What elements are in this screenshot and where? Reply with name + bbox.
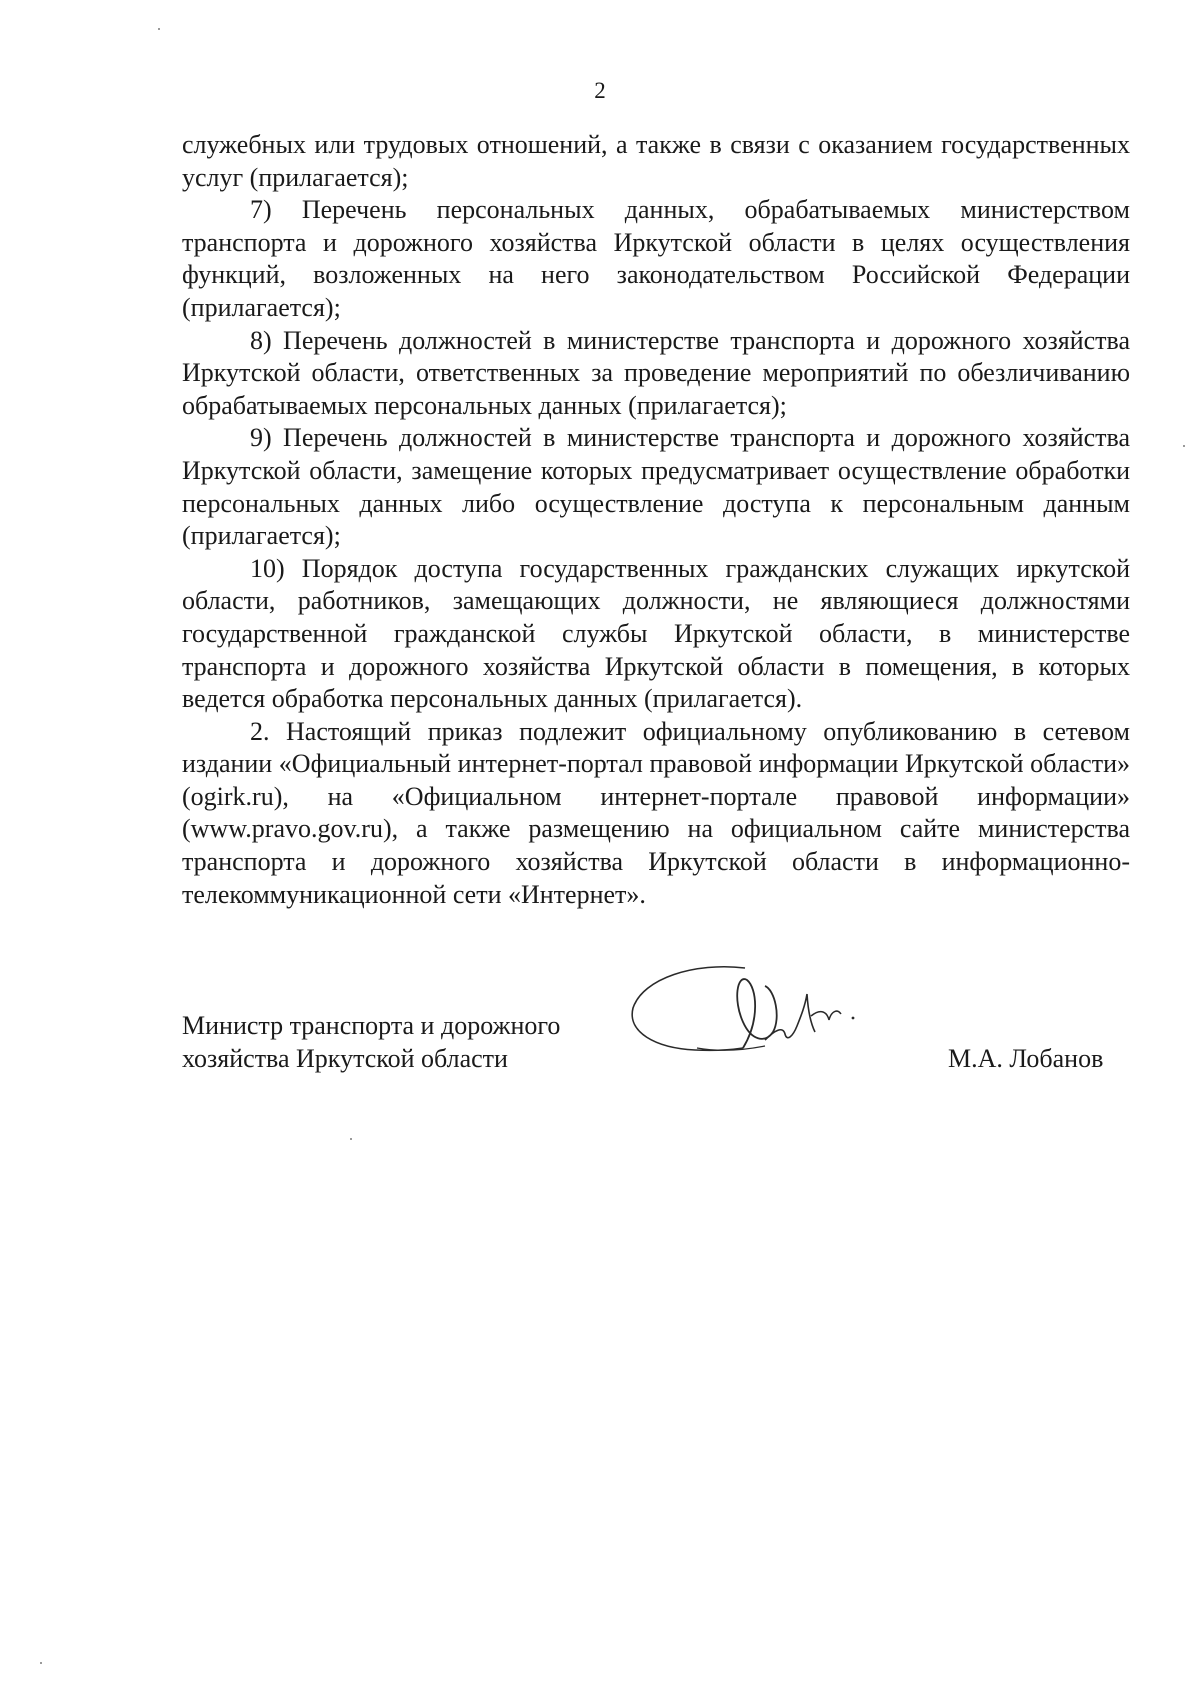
paragraph: служебных или трудовых отношений, а также в связи с оказанием государственных услуг (прилагается); xyxy=(182,130,1130,192)
paragraph: 8) Перечень должностей в министерстве транспорта и дорожного хозяйства Иркутской области, ответственных за проведение мероприятий по обезличиванию обрабатываемых персональных данных (прилагается); xyxy=(182,325,1130,420)
scan-speck xyxy=(40,1662,42,1664)
signatory-position-line: Министр транспорта и дорожного xyxy=(182,1011,561,1040)
handwritten-signature xyxy=(625,960,890,1075)
scan-speck xyxy=(158,28,160,30)
page-number: 2 xyxy=(594,78,606,103)
paragraph: 10) Порядок доступа государственных гражданских служащих иркутской области, работников, замещающих должности, не являющиеся должностями государственной гражданской службы Иркутской области, в министерстве транспорта и дорожного хозяйства Иркутской области в помещения, в которых ведется обработка персональных данных (прилагается). xyxy=(182,553,1130,714)
signatory-name: М.А. Лобанов xyxy=(948,1044,1104,1073)
scan-speck xyxy=(350,1138,352,1140)
paragraph: 2. Настоящий приказ подлежит официальному опубликованию в сетевом издании «Официальный интернет-портал правовой информации Иркутской области» (ogirk.ru), на «Официальном интернет-портале правовой информации» (www.pravo.gov.ru), а также размещению на официальном сайте министерства транспорта и дорожного хозяйства Иркутской области в информационно-телекоммуникационной сети «Интернет». xyxy=(182,716,1130,909)
signatory-position-line: хозяйства Иркутской области xyxy=(182,1044,508,1073)
paragraph: 9) Перечень должностей в министерстве транспорта и дорожного хозяйства Иркутской области, замещение которых предусматривает осуществление обработки персональных данных либо осуществление доступа к персональным данным (прилагается); xyxy=(182,423,1130,551)
signatory-position xyxy=(182,1009,560,1075)
scan-speck xyxy=(1183,445,1185,447)
document-body xyxy=(182,129,1130,911)
paragraph: 7) Перечень персональных данных, обрабатываемых министерством транспорта и дорожного хозяйства Иркутской области в целях осуществления функций, возложенных на него законодательством Российской Федерации (прилагается); xyxy=(182,195,1130,322)
